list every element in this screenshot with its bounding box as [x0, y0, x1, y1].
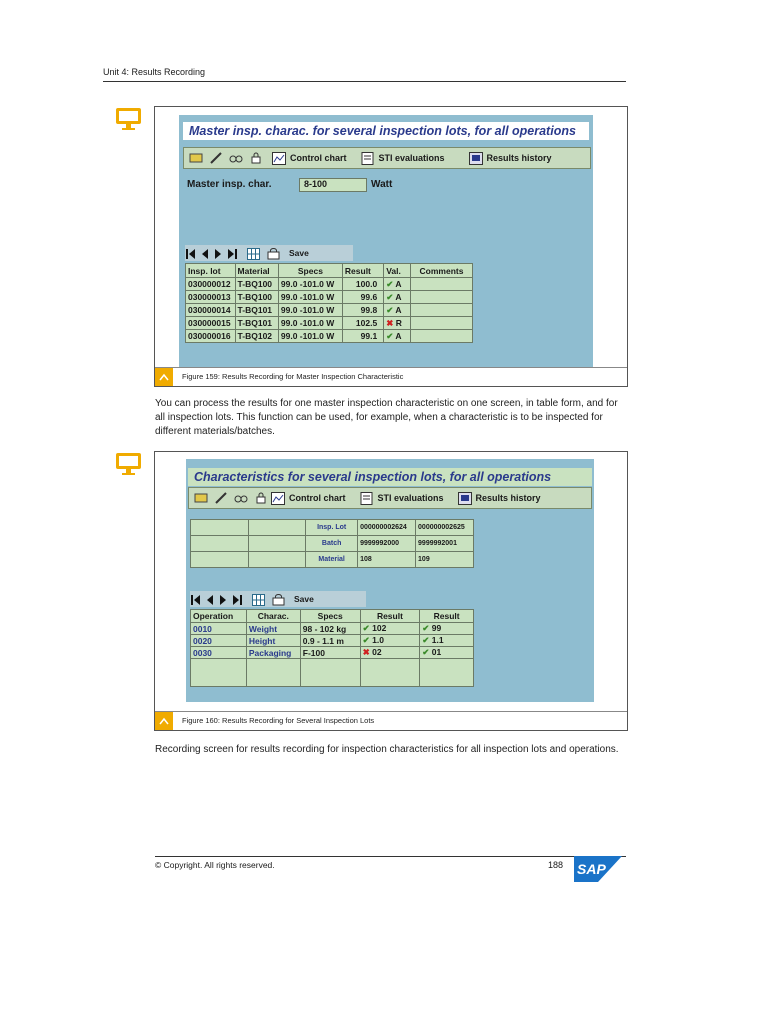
control-chart-button[interactable]: [271, 492, 346, 505]
valuation-cell: [384, 278, 411, 291]
col-comments: Comments: [411, 264, 473, 278]
result-value: 99: [431, 623, 442, 633]
edit-icon[interactable]: [193, 491, 209, 505]
check-icon: ✔: [386, 330, 394, 341]
table-row[interactable]: [191, 635, 474, 647]
col-result-2: Result: [420, 610, 474, 623]
specs-cell: 99.0 -101.0 W: [278, 317, 342, 330]
operation-cell[interactable]: 0030: [191, 647, 247, 659]
table-row[interactable]: [186, 304, 473, 317]
table-icon[interactable]: [247, 247, 260, 259]
table-row[interactable]: [186, 330, 473, 343]
caption-bar: [155, 367, 627, 386]
lot-header-row: [191, 552, 474, 568]
lot-header-row: [191, 520, 474, 536]
monitor-icon: [115, 107, 142, 131]
results-history-label: Results history: [475, 493, 541, 503]
col-specs: Specs: [278, 264, 342, 278]
control-chart-button[interactable]: [272, 152, 347, 165]
material-cell: T-BQ101: [235, 304, 278, 317]
result-cell-2[interactable]: [420, 635, 474, 647]
col-charac: Charac.: [246, 610, 300, 623]
check-icon: ✔: [422, 647, 430, 657]
figure-caption: Figure 159: Results Recording for Master Inspection Characteristic: [182, 372, 404, 381]
figure-160: [154, 451, 628, 731]
toolbar: [183, 147, 591, 169]
sap-screen-2: [186, 459, 594, 702]
specs-cell: 99.0 -101.0 W: [278, 278, 342, 291]
lot-value-1: 108: [358, 552, 416, 568]
sti-evaluations-button[interactable]: [360, 492, 444, 505]
monitor-icon: [115, 452, 142, 476]
figure-159: [154, 106, 628, 387]
sap-logo: [574, 856, 622, 882]
prev-icon[interactable]: [204, 593, 215, 605]
operation-cell[interactable]: 0020: [191, 635, 247, 647]
results-history-button[interactable]: [469, 152, 552, 165]
col-insp-lot: Insp. lot: [186, 264, 236, 278]
result-value: 102: [372, 623, 387, 633]
operations-table: [190, 609, 474, 687]
header-label: Batch: [306, 536, 358, 552]
table-row[interactable]: [191, 623, 474, 635]
check-icon: ✔: [422, 623, 430, 633]
result-value: 1.1: [431, 635, 444, 645]
lot-value-1: 000000002624: [358, 520, 416, 536]
result-value: 02: [372, 647, 382, 657]
check-icon: ✔: [422, 635, 430, 645]
next-icon[interactable]: [213, 247, 224, 259]
charac-cell[interactable]: Weight: [246, 623, 300, 635]
screen-title-2: Characteristics for several inspection lots, for all operations: [188, 468, 592, 486]
material-cell: T-BQ102: [235, 330, 278, 343]
charac-cell[interactable]: Height: [246, 635, 300, 647]
table-row[interactable]: [186, 278, 473, 291]
lot-cell: 030000012: [186, 278, 236, 291]
valuation-cell: [384, 291, 411, 304]
valuation-code: R: [395, 317, 402, 328]
valuation-cell: [384, 317, 411, 330]
header-label: Material: [306, 552, 358, 568]
sap-screen-1: [179, 115, 593, 370]
col-result-1: Result: [360, 610, 420, 623]
valuation-cell: [384, 330, 411, 343]
lot-value-2: 9999992001: [416, 536, 474, 552]
prev-icon[interactable]: [199, 247, 210, 259]
page-number: 188: [548, 860, 564, 870]
cross-icon: ✖: [362, 647, 370, 657]
cross-icon: ✖: [386, 317, 394, 328]
result-cell-1[interactable]: [360, 623, 420, 635]
save-button[interactable]: Save: [294, 594, 314, 604]
document-icon: [360, 492, 374, 505]
material-cell: T-BQ101: [235, 317, 278, 330]
header-label: Insp. Lot: [306, 520, 358, 536]
col-val: Val.: [384, 264, 411, 278]
comments-cell[interactable]: [411, 304, 473, 317]
check-icon: ✔: [362, 623, 370, 633]
comments-cell[interactable]: [411, 278, 473, 291]
lock-icon[interactable]: [253, 491, 269, 505]
lot-cell: 030000013: [186, 291, 236, 304]
empty-cell: [191, 536, 249, 552]
last-icon[interactable]: [232, 593, 243, 605]
specs-cell: 0.9 - 1.1 m: [300, 635, 360, 647]
material-cell: T-BQ100: [235, 291, 278, 304]
valuation-code: A: [395, 291, 402, 302]
control-chart-label: Control chart: [289, 493, 346, 503]
lot-value-1: 9999992000: [358, 536, 416, 552]
lot-header-table: [190, 519, 474, 568]
edit-icon[interactable]: [188, 151, 204, 165]
result-cell-1[interactable]: [360, 647, 420, 659]
unit-label: Watt: [371, 179, 393, 190]
check-icon: ✔: [386, 278, 394, 289]
result-cell[interactable]: 99.1: [342, 330, 383, 343]
table-row[interactable]: [186, 317, 473, 330]
svg-text:SAP: SAP: [577, 861, 606, 877]
next-icon[interactable]: [218, 593, 229, 605]
pencil-icon[interactable]: [213, 491, 229, 505]
history-icon: [469, 152, 483, 165]
empty-cell: [191, 520, 249, 536]
control-chart-label: Control chart: [290, 153, 347, 163]
lot-cell: 030000015: [186, 317, 236, 330]
sti-evaluations-button[interactable]: [361, 152, 445, 165]
collapse-icon[interactable]: [155, 368, 173, 386]
operation-cell[interactable]: 0010: [191, 623, 247, 635]
sti-label: STI evaluations: [378, 153, 445, 163]
comments-cell[interactable]: [411, 291, 473, 304]
copyright: © Copyright. All rights reserved.: [155, 860, 275, 870]
result-cell-1[interactable]: [360, 635, 420, 647]
document-icon: [361, 152, 375, 165]
material-cell: T-BQ100: [235, 278, 278, 291]
valuation-code: A: [395, 278, 402, 289]
col-material: Material: [235, 264, 278, 278]
glasses-icon[interactable]: [233, 491, 249, 505]
pencil-icon[interactable]: [208, 151, 224, 165]
history-icon: [458, 492, 472, 505]
result-cell[interactable]: 99.8: [342, 304, 383, 317]
nav-toolbar: [185, 245, 353, 261]
lot-value-2: 109: [416, 552, 474, 568]
chart-icon: [272, 152, 286, 165]
chart-icon: [271, 492, 285, 505]
table-row[interactable]: [191, 647, 474, 659]
paragraph-1: You can process the results for one master inspection characteristic on one screen, in table form, and for all inspection lots. This function can be used, for example, when a characteristic is to be inspected for different materials/batches.: [155, 398, 618, 437]
lot-cell: 030000014: [186, 304, 236, 317]
save-button[interactable]: Save: [289, 248, 309, 258]
toolbar-2: [188, 487, 592, 509]
last-icon[interactable]: [227, 247, 238, 259]
glasses-icon[interactable]: [228, 151, 244, 165]
save-icon[interactable]: [272, 593, 285, 605]
screen-title: Master insp. charac. for several inspection lots, for all operations: [183, 122, 589, 140]
charac-cell[interactable]: Packaging: [246, 647, 300, 659]
check-icon: ✔: [386, 291, 394, 302]
lock-icon[interactable]: [248, 151, 264, 165]
col-result: Result: [342, 264, 383, 278]
result-cell-2[interactable]: [420, 623, 474, 635]
first-icon[interactable]: [185, 247, 196, 259]
comments-cell[interactable]: [411, 330, 473, 343]
results-history-label: Results history: [486, 153, 552, 163]
sti-label: STI evaluations: [377, 493, 444, 503]
paragraph-2: Recording screen for results recording for inspection characteristics for all inspection lots and operations.: [155, 744, 619, 755]
results-history-button[interactable]: [458, 492, 541, 505]
col-specs: Specs: [300, 610, 360, 623]
result-value: 1.0: [372, 635, 384, 645]
table-row[interactable]: [186, 291, 473, 304]
result-cell[interactable]: 99.6: [342, 291, 383, 304]
result-value: 01: [431, 647, 442, 657]
unit-header: Unit 4: Results Recording: [103, 67, 206, 77]
specs-cell: F-100: [300, 647, 360, 659]
table-icon[interactable]: [252, 593, 265, 605]
save-icon[interactable]: [267, 247, 280, 259]
figure-caption: Figure 160: Results Recording for Several Inspection Lots: [182, 716, 375, 725]
comments-cell[interactable]: [411, 317, 473, 330]
valuation-code: A: [395, 330, 402, 341]
caption-bar: [155, 711, 627, 730]
lot-cell: 030000016: [186, 330, 236, 343]
footer-rule: [155, 856, 626, 857]
collapse-icon[interactable]: [155, 712, 173, 730]
empty-cell: [248, 520, 306, 536]
results-table: [185, 263, 473, 343]
check-icon: ✔: [362, 635, 370, 645]
empty-cell: [248, 552, 306, 568]
valuation-cell: [384, 304, 411, 317]
specs-cell: 99.0 -101.0 W: [278, 304, 342, 317]
first-icon[interactable]: [190, 593, 201, 605]
result-cell-2[interactable]: [420, 647, 474, 659]
specs-cell: 99.0 -101.0 W: [278, 291, 342, 304]
empty-cell: [191, 552, 249, 568]
result-cell[interactable]: 102.5: [342, 317, 383, 330]
master-char-input[interactable]: 8-100: [299, 178, 367, 192]
check-icon: ✔: [386, 304, 394, 315]
col-operation: Operation: [191, 610, 247, 623]
header-rule: [103, 81, 626, 82]
lot-value-2: 000000002625: [416, 520, 474, 536]
specs-cell: 98 - 102 kg: [300, 623, 360, 635]
specs-cell: 99.0 -101.0 W: [278, 330, 342, 343]
empty-row: [191, 659, 474, 687]
master-char-label: Master insp. char.: [187, 179, 272, 190]
result-cell[interactable]: 100.0: [342, 278, 383, 291]
valuation-code: A: [395, 304, 402, 315]
empty-cell: [248, 536, 306, 552]
nav-toolbar-2: [190, 591, 366, 607]
lot-header-row: [191, 536, 474, 552]
